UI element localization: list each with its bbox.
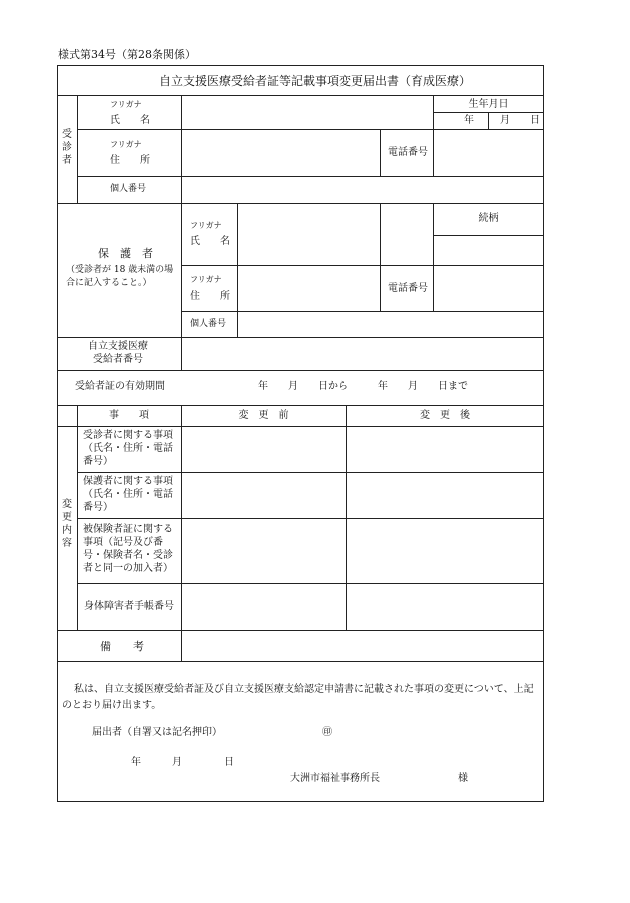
validity-label: 受給者証の有効期間 [75, 381, 165, 392]
applicant-signature-field[interactable] [222, 722, 318, 742]
change-row-patient-label: 受診者に関する事項（氏名・住所・電話番号） [83, 430, 173, 467]
changes-section-label: 変更内容 [62, 499, 72, 549]
change-row-patient-before[interactable] [182, 427, 345, 471]
patient-name-field[interactable] [182, 96, 432, 128]
patient-name-label: 氏 名 [110, 115, 150, 126]
recipient-number-label: 自立支援医療受給者番号 [88, 341, 148, 365]
birth-date-label: 生年月日 [468, 99, 509, 110]
remarks-field[interactable] [182, 631, 543, 660]
date-year-unit: 年 [131, 757, 141, 768]
change-row-disability-after[interactable] [347, 584, 543, 629]
patient-section-label: 受診者 [62, 129, 72, 166]
patient-address-field[interactable] [182, 130, 379, 175]
change-row-insurance-label: 被保険者証に関する事項（記号及び番号・保険者名・受診者と同一の加入者） [83, 524, 173, 574]
seal-mark: ㊞ [322, 727, 332, 738]
guardian-my-number-label: 個人番号 [190, 319, 227, 329]
date-month-unit: 月 [172, 757, 182, 768]
patient-furigana-label: フリガナ [110, 100, 142, 109]
birth-year-unit: 年 [464, 115, 474, 126]
change-row-patient-after[interactable] [347, 427, 543, 471]
changes-item-header: 事 項 [109, 410, 149, 421]
validity-period-text: 年 月 日から 年 月 日まで [258, 381, 468, 392]
change-row-insurance-after[interactable] [347, 519, 543, 582]
patient-my-number-label: 個人番号 [110, 184, 147, 194]
applicant-label: 届出者（自署又は記名押印） [92, 727, 222, 738]
patient-my-number-field[interactable] [182, 177, 543, 202]
guardian-note: （受診者が 18 歳未満の場合に記入すること。） [66, 265, 174, 288]
change-row-disability-label: 身体障害者手帳番号 [84, 601, 174, 612]
honorific: 様 [458, 773, 468, 784]
guardian-address-furigana-label: フリガナ [190, 275, 222, 284]
guardian-address-field[interactable] [238, 266, 379, 310]
guardian-phone-field[interactable] [434, 266, 543, 310]
birth-day-unit: 日 [530, 115, 540, 126]
patient-address-label: 住 所 [110, 155, 150, 166]
change-row-disability-before[interactable] [182, 584, 345, 629]
birth-month-unit: 月 [500, 115, 510, 126]
changes-after-header: 変 更 後 [420, 410, 470, 421]
date-day-unit: 日 [224, 757, 234, 768]
guardian-phone-label: 電話番号 [388, 283, 428, 294]
remarks-label: 備 考 [100, 640, 144, 653]
change-row-guardian-after[interactable] [347, 473, 543, 517]
declaration-text: 私は、自立支援医療受給者証及び自立支援医療支給認定申請書に記載された事項の変更について、上記のとおり届け出ます。 [62, 684, 534, 711]
change-row-guardian-before[interactable] [182, 473, 345, 517]
guardian-relation-label: 続柄 [478, 213, 499, 224]
guardian-section-label: 保 護 者 [98, 247, 153, 260]
guardian-name-field[interactable] [238, 204, 379, 264]
form-number: 様式第34号（第28条関係） [58, 48, 196, 61]
guardian-furigana-label: フリガナ [190, 221, 222, 230]
patient-phone-label: 電話番号 [388, 147, 428, 158]
addressee: 大洲市福祉事務所長 [290, 773, 380, 784]
form-title: 自立支援医療受給者証等記載事項変更届出書（育成医療） [158, 74, 471, 88]
patient-phone-field[interactable] [434, 130, 543, 175]
recipient-number-field[interactable] [182, 338, 543, 369]
change-row-guardian-label: 保護者に関する事項（氏名・住所・電話番号） [83, 476, 173, 513]
patient-address-furigana-label: フリガナ [110, 140, 142, 149]
change-row-insurance-before[interactable] [182, 519, 345, 582]
guardian-my-number-field[interactable] [238, 312, 543, 336]
guardian-address-label: 住 所 [190, 291, 230, 302]
guardian-relation-field[interactable] [434, 236, 543, 264]
guardian-name-label: 氏 名 [190, 236, 230, 247]
changes-before-header: 変 更 前 [238, 410, 289, 421]
